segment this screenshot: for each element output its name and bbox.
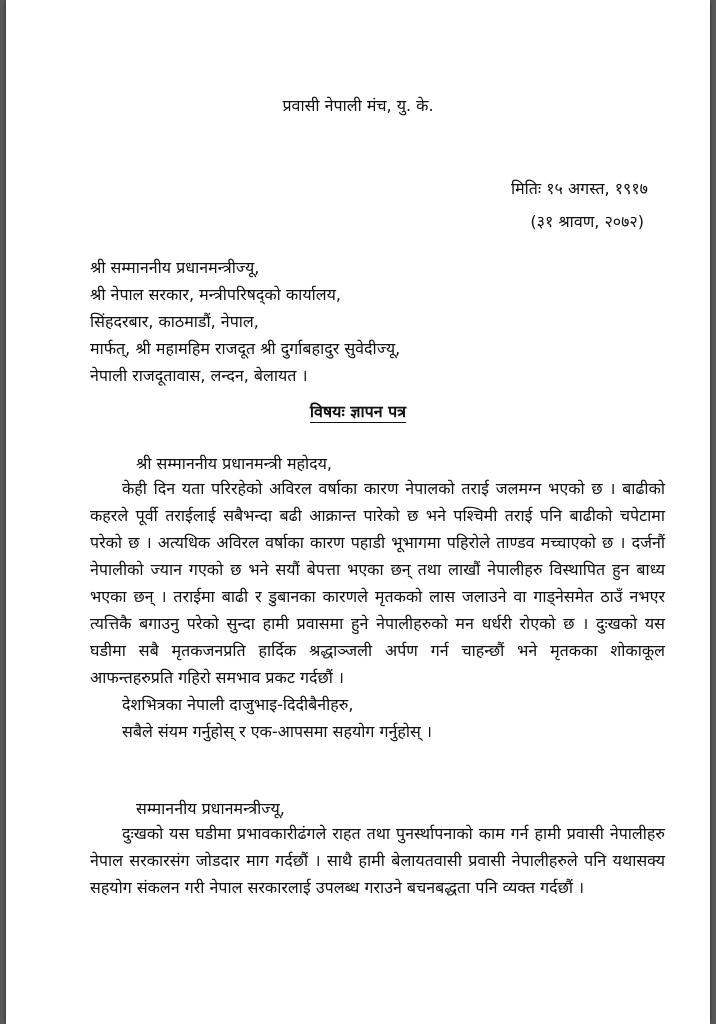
letter-body xyxy=(90,475,665,745)
organization-heading: प्रवासी नेपाली मंच, यु. के. xyxy=(282,96,434,115)
recipient-line: श्री नेपाल सरकार, मन्त्रीपरिषद्को कार्यालय, xyxy=(90,285,341,304)
subject-heading xyxy=(6,400,710,422)
letter-body-second xyxy=(90,820,665,901)
salutation-second: सम्माननीय प्रधानमन्त्रीज्यू, xyxy=(136,799,285,818)
paragraph-main: केही दिन यता परिरहेको अविरल वर्षाका कारण नेपालको तराई जलमग्न भएको छ । बाढीको कहरले पूर्वी तराईलाई सबैभन्दा बढी आक्रान्त पारेको छ भने पश्चिमी तराई पनि बाढीको चपेटामा परेको छ । अत्यधिक अविरल वर्षाका कारण पहाडी भूभागमा पहिरोले ताण्डव मच्चाएको छ । दर्जनौं नेपालीको ज्यान गएको छ भने सयौं बेपत्ता भएका छन् तथा लाखौं नेपालीहरु विस्थापित हुन बाध्य भएका छन् । तराईमा बाढी र डुबानका कारणले मृतकको लास जलाउने वा गाड्नेसमेत ठाउँ नभएर त्यत्तिकै बगाउनु परेको सुन्दा हामी प्रवासमा हुने नेपालीहरुको मन धर्धरी रोएको छ । दुःखको यस घडीमा सबै मृतकजनप्रति हार्दिक श्रद्धाञ्जली अर्पण गर्न चाहन्छौं भने मृतकका शोकाकूल आफन्तहरुप्रति गहिरो समभाव प्रकट गर्दछौं । xyxy=(90,479,665,687)
paragraph-demand: दुःखको यस घडीमा प्रभावकारीढंगले राहत तथा पुनर्स्थापनाको काम गर्न हामी प्रवासी नेपालीहरु नेपाल सरकारसंग जोडदार माग गर्दछौं । साथै हामी बेलायतवासी प्रवासी नेपालीहरुले पनि यथासक्य सहयोग संकलन गरी नेपाल सरकारलाई उपलब्ध गराउने बचनबद्धता पनि व्यक्त गर्दछौं । xyxy=(90,824,665,897)
appeal-line-2: सबैले संयम गर्नुहोस् र एक-आपसमा सहयोग गर्नुहोस् । xyxy=(122,722,432,741)
subject-text: विषयः ज्ञापन पत्र xyxy=(309,402,407,421)
recipient-line: मार्फत्, श्री महामहिम राजदूत श्री दुर्गाबहादुर सुवेदीज्यू, xyxy=(90,339,401,358)
recipient-line: नेपाली राजदूतावास, लन्दन, बेलायत । xyxy=(90,366,308,385)
recipient-line: श्री सम्माननीय प्रधानमन्त्रीज्यू, xyxy=(90,258,260,277)
salutation: श्री सम्माननीय प्रधानमन्त्री महोदय, xyxy=(136,454,333,473)
date-gregorian: मितिः १५ अगस्त, १९१७ xyxy=(510,179,648,198)
recipient-line: सिंहदरबार, काठमाडौं, नेपाल, xyxy=(90,312,259,331)
recipient-address xyxy=(90,254,400,389)
appeal-line-1: देशभित्रका नेपाली दाजुभाइ-दिदीबैनीहरु, xyxy=(122,695,354,714)
document-page xyxy=(6,0,710,1024)
date-nepali: (३१ श्रावण, २०७२) xyxy=(530,212,644,231)
